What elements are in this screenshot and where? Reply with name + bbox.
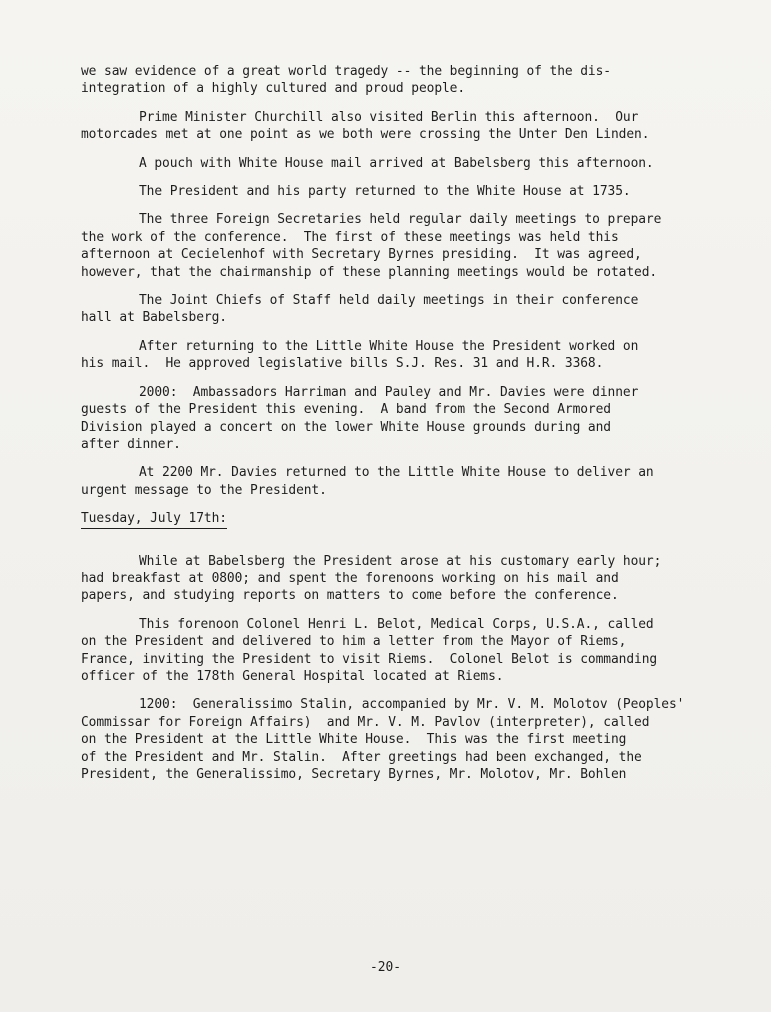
paragraph-10: While at Babelsberg the President arose at his customary early hour; had breakfast at 0800; and spent the forenoons working on his mail and papers, and studying reports on matters to come before the conference. [81, 553, 662, 604]
paragraph-7: After returning to the Little White House the President worked on his mail. He approved legislative bills S.J. Res. 31 and H.R. 3368. [81, 338, 639, 372]
paragraph-5: The three Foreign Secretaries held regular daily meetings to prepare the work of the conference. The first of these meetings was held this afternoon at Cecielenhof with Secretary Byrnes presiding. It was agreed, however, that the chairmanship of these planning meetings would be rotated. [81, 212, 662, 280]
paragraph-12: 1200: Generalissimo Stalin, accompanied by Mr. V. M. Molotov (Peoples' Commissar for Foreign Affairs) and Mr. V. M. Pavlov (interpreter), called on the President at the Little White House. This was the first meeting of the President and Mr. Stalin. After greetings had been exchanged, the President, the Generalissimo, Secretary Byrnes, Mr. Molotov, Mr. Bohlen [81, 697, 685, 782]
paragraph-11: This forenoon Colonel Henri L. Belot, Medical Corps, U.S.A., called on the President and delivered to him a letter from the Mayor of Riems, France, inviting the President to visit Riems. Colonel Belot is commanding officer of the 178th General Hospital located at Riems. [81, 616, 658, 684]
paragraph-1: we saw evidence of a great world tragedy -- the beginning of the dis- integration of a highly cultured and proud people. [81, 64, 611, 97]
section-heading-wrap [81, 510, 691, 540]
paragraph-4: The President and his party returned to the White House at 1735. [139, 184, 631, 200]
page-number: -20- [369, 960, 402, 975]
section-heading: Tuesday, July 17th: [81, 510, 227, 528]
paragraph-8: 2000: Ambassadors Harriman and Pauley and Mr. Davies were dinner guests of the President this evening. A band from the Second Armored Division played a concert on the lower White House grounds during and after dinner. [81, 384, 639, 452]
paragraph-9: At 2200 Mr. Davies returned to the Little White House to deliver an urgent message to the President. [81, 465, 654, 498]
paragraph-2: Prime Minister Churchill also visited Berlin this afternoon. Our motorcades met at one point as we both were crossing the Unter Den Linden. [81, 109, 650, 143]
document-body [81, 63, 691, 794]
paragraph-6: The Joint Chiefs of Staff held daily meetings in their conference hall at Babelsberg. [81, 293, 639, 326]
paragraph-3: A pouch with White House mail arrived at Babelsberg this afternoon. [139, 155, 654, 171]
